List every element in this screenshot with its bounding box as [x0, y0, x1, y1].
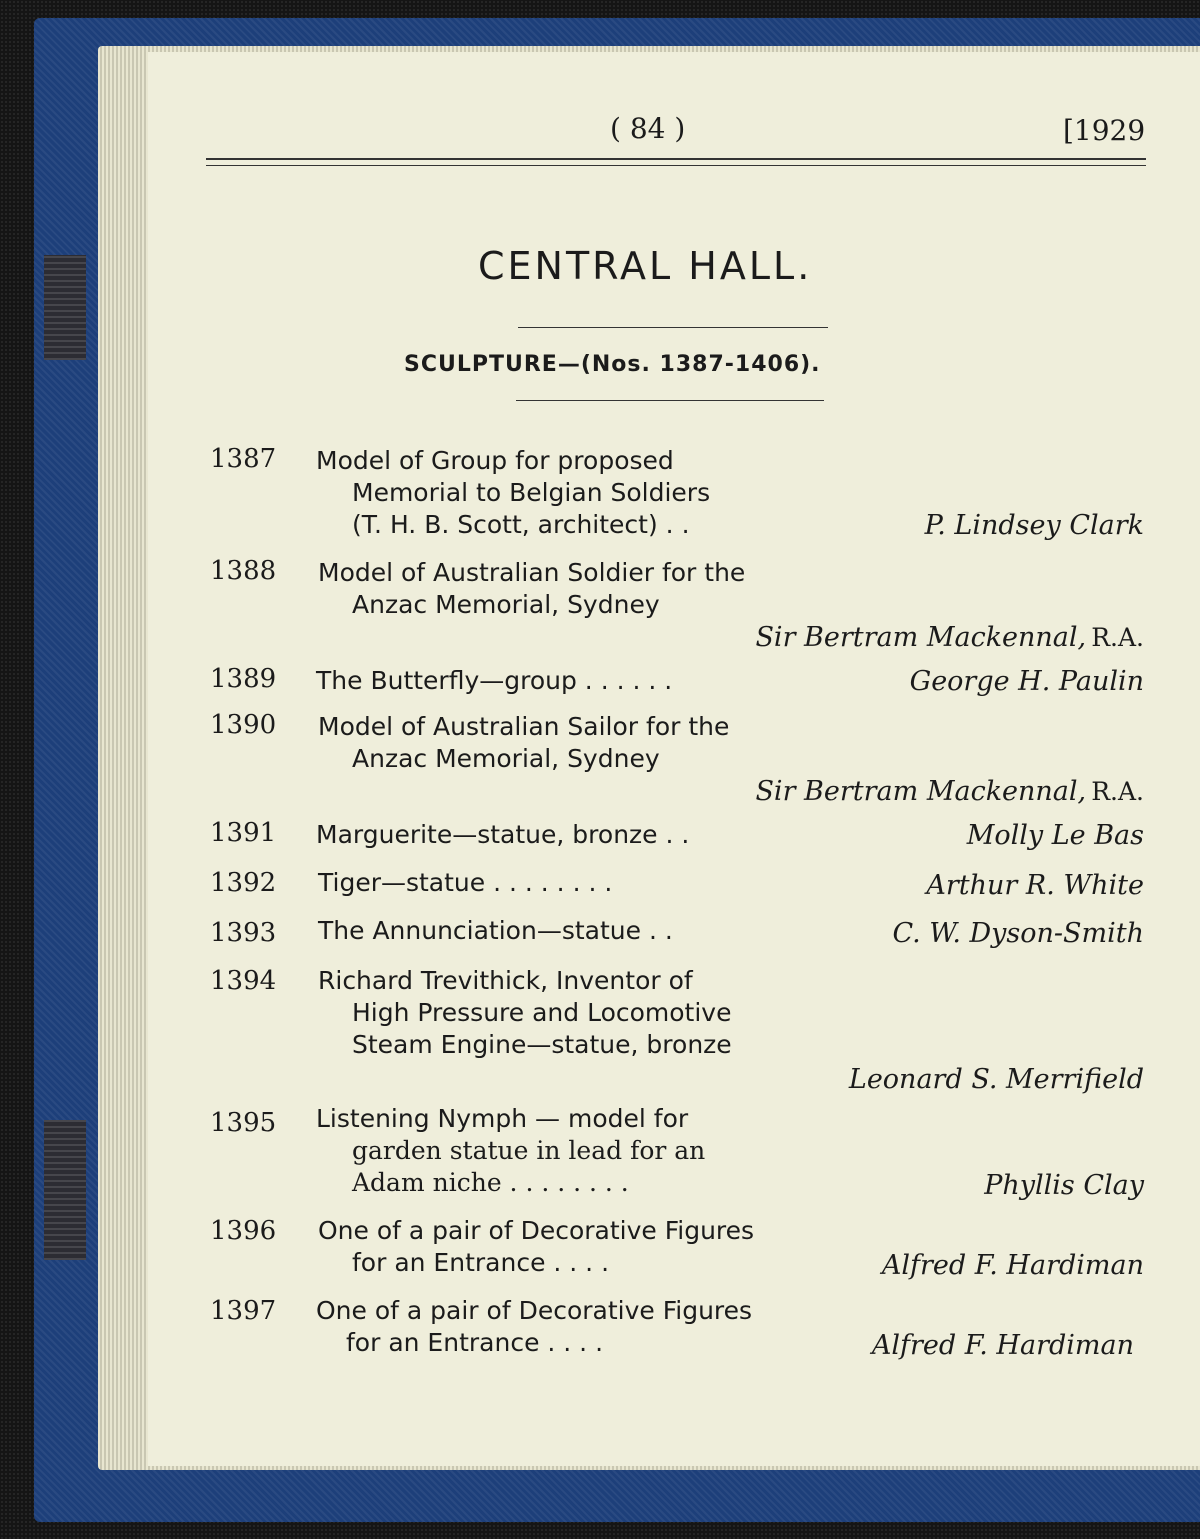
entry-number: 1391: [210, 818, 277, 848]
entry-artist: Leonard S. Merrifield: [848, 1064, 1144, 1095]
entry-line: Listening Nymph — model for: [316, 1104, 689, 1133]
entry-artist: Sir Bertram Mackennal,: [755, 776, 1087, 807]
entry-line: Tiger—statue . . . . . . . .: [318, 868, 613, 897]
entry-artist-line: [755, 776, 1144, 807]
entry-line: The Butterfly—group . . . . . .: [316, 666, 673, 695]
entry-artist-suffix: R.A.: [1091, 623, 1144, 652]
subtitle-rule: [516, 400, 824, 401]
entry-line: Model of Australian Soldier for the: [318, 558, 746, 587]
entry-artist: Alfred F. Hardiman: [871, 1330, 1134, 1361]
entry-line: One of a pair of Decorative Figures: [316, 1296, 753, 1325]
entry-artist-line: [755, 622, 1144, 653]
entry-line: Anzac Memorial, Sydney: [352, 744, 660, 773]
entry-number: 1388: [210, 556, 277, 586]
page-title: CENTRAL HALL.: [478, 244, 813, 288]
entry-line: Anzac Memorial, Sydney: [352, 590, 660, 619]
entry-line: High Pressure and Locomotive: [352, 998, 732, 1027]
entry-line: Marguerite—statue, bronze . .: [316, 820, 690, 849]
entry-artist: C. W. Dyson-Smith: [892, 918, 1144, 949]
catalogue-page: [148, 52, 1200, 1466]
entry-artist: P. Lindsey Clark: [924, 510, 1144, 541]
entry-line: (T. H. B. Scott, architect) . .: [352, 510, 690, 539]
entry-number: 1397: [210, 1296, 277, 1326]
entry-number: 1389: [210, 664, 277, 694]
entry-number: 1393: [210, 918, 277, 948]
entry-artist: Arthur R. White: [926, 870, 1144, 901]
entry-number: 1396: [210, 1216, 277, 1246]
entry-line: for an Entrance . . . .: [346, 1328, 604, 1357]
entry-artist-suffix: R.A.: [1091, 777, 1144, 806]
entry-line: Steam Engine—statue, bronze: [352, 1030, 732, 1059]
entry-line: Memorial to Belgian Soldiers: [352, 478, 711, 507]
entry-artist: Alfred F. Hardiman: [881, 1250, 1144, 1281]
entry-number: 1394: [210, 966, 277, 996]
entry-line: Adam niche . . . . . . . .: [352, 1168, 629, 1197]
entry-line: One of a pair of Decorative Figures: [318, 1216, 755, 1245]
title-rule: [518, 327, 828, 328]
entry-line: Model of Australian Sailor for the: [318, 712, 730, 741]
entry-number: 1390: [210, 710, 277, 740]
entry-artist: George H. Paulin: [909, 666, 1144, 697]
page-number: ( 84 ): [610, 112, 686, 145]
entry-line: for an Entrance . . . .: [352, 1248, 610, 1277]
entry-line: Model of Group for proposed: [316, 446, 674, 475]
entry-line: The Annunciation—statue . .: [318, 916, 673, 945]
entry-number: 1395: [210, 1108, 277, 1138]
header-rule-top: [206, 158, 1146, 160]
entry-line: garden statue in lead for an: [352, 1136, 706, 1165]
entry-number: 1392: [210, 868, 277, 898]
section-subtitle: SCULPTURE—(Nos. 1387-1406).: [404, 352, 821, 377]
entry-line: Richard Trevithick, Inventor of: [318, 966, 693, 995]
header-rule-bottom: [206, 165, 1146, 166]
binding-strap-top: [44, 255, 86, 360]
binding-strap-bottom: [44, 1120, 86, 1260]
entry-artist: Phyllis Clay: [984, 1170, 1144, 1201]
entry-number: 1387: [210, 444, 277, 474]
entry-artist: Sir Bertram Mackennal,: [755, 622, 1087, 653]
year-marker: [1929: [1063, 114, 1146, 147]
entry-artist: Molly Le Bas: [966, 820, 1144, 851]
